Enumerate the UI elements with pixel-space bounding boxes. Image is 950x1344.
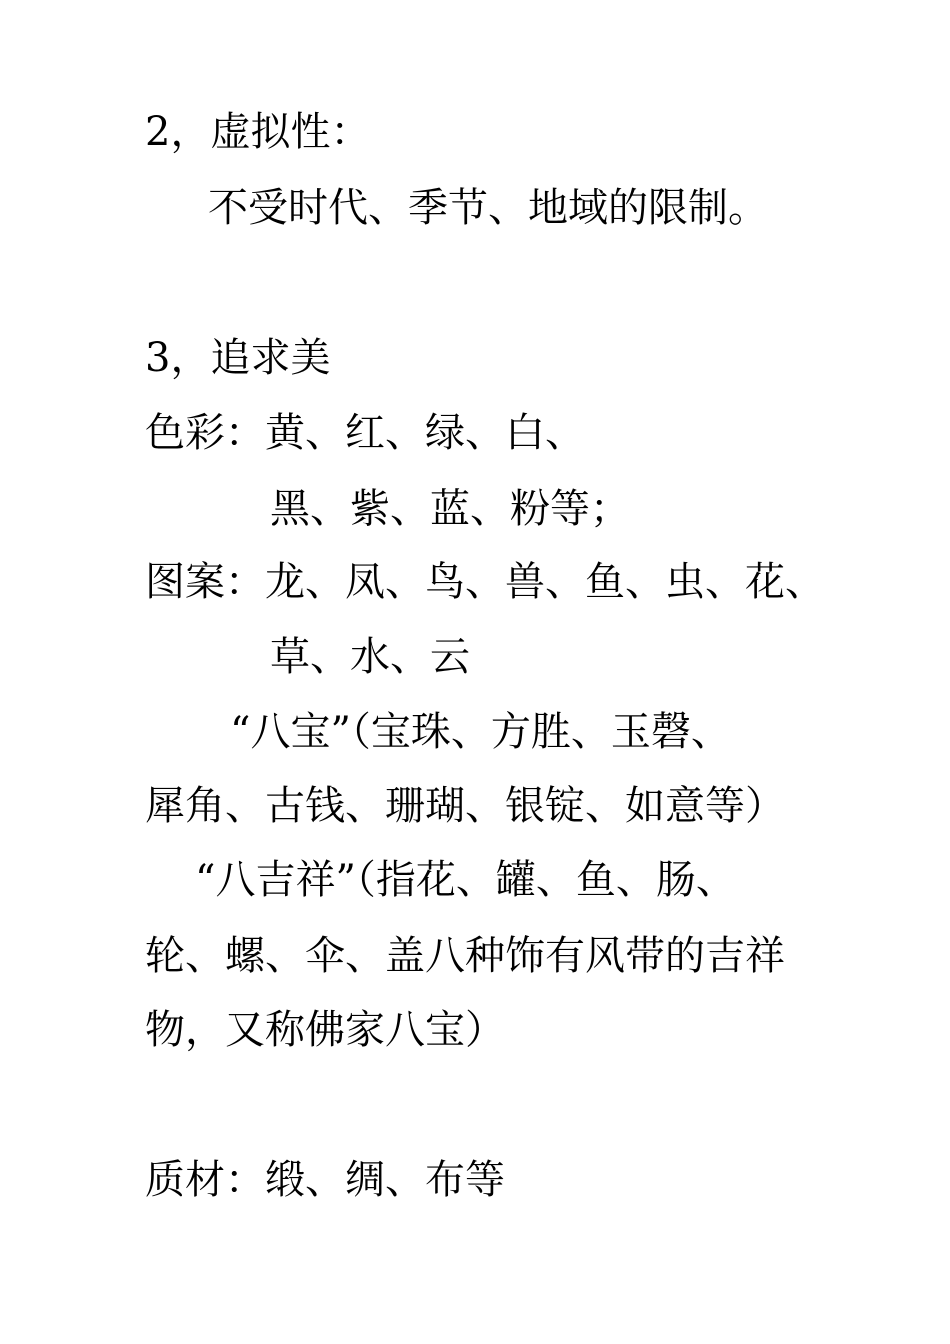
patterns-line-1: 图案：龙、凤、鸟、兽、鱼、虫、花、 bbox=[145, 559, 825, 605]
materials-line: 质材：缎、绸、布等 bbox=[145, 1157, 505, 1203]
eight-auspicious-line-3: 物，又称佛家八宝） bbox=[145, 1007, 505, 1053]
colors-line-1: 色彩：黄、红、绿、白、 bbox=[145, 410, 585, 456]
eight-treasures-line-2: 犀角、古钱、珊瑚、银锭、如意等） bbox=[145, 783, 785, 829]
patterns-line-2: 草、水、云 bbox=[270, 634, 470, 680]
eight-auspicious-line-2: 轮、螺、伞、盖八种饰有风带的吉祥 bbox=[145, 933, 785, 979]
virtuality-description: 不受时代、季节、地域的限制。 bbox=[208, 185, 768, 231]
eight-auspicious-line-1: “八吉祥”（指花、罐、鱼、肠、 bbox=[195, 857, 736, 903]
eight-treasures-line-1: “八宝”（宝珠、方胜、玉磬、 bbox=[230, 709, 731, 755]
colors-line-2: 黑、紫、蓝、粉等； bbox=[270, 486, 630, 532]
section-heading-beauty: 3，追求美 bbox=[145, 335, 331, 381]
section-heading-virtuality: 2，虚拟性： bbox=[145, 109, 371, 155]
